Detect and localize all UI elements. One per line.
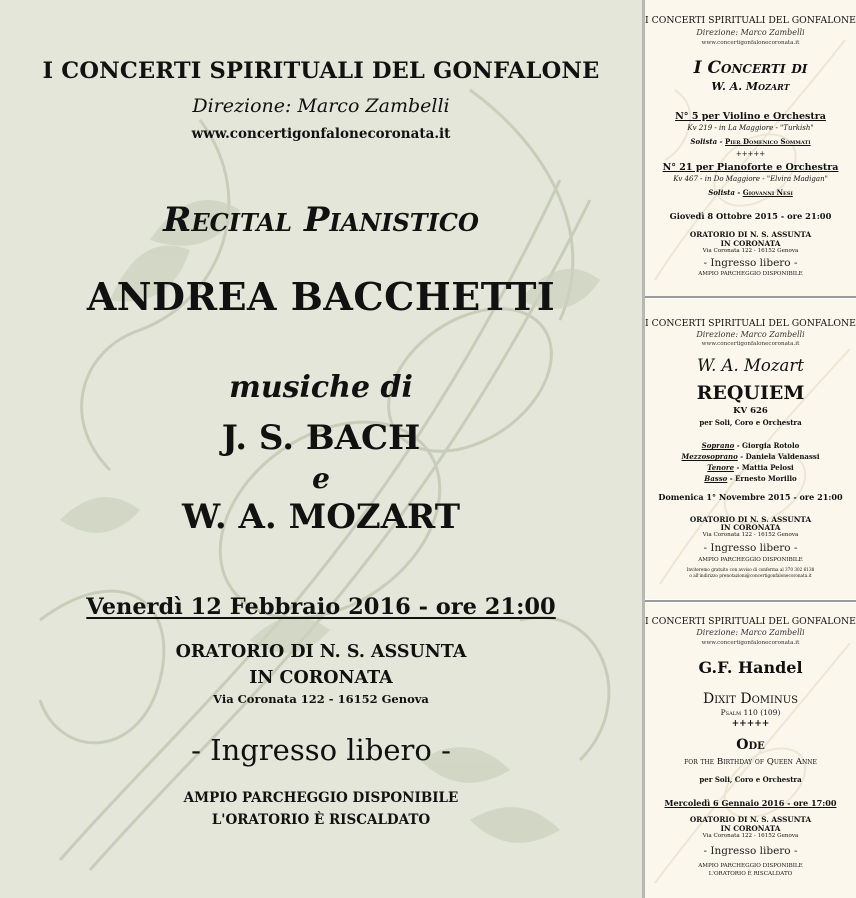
singer-name: - Ernesto Morillo [727, 474, 797, 483]
event-type: Recital Pianistico [163, 200, 479, 240]
voice-role: Basso [704, 474, 728, 483]
soloist-line [645, 137, 856, 146]
panel-website[interactable]: www.concertigonfalonecoronata.it [701, 341, 800, 347]
parking-info: AMPIO PARCHEGGIO DISPONIBILE [698, 863, 803, 869]
panel-website[interactable]: www.concertigonfalonecoronata.it [701, 640, 800, 646]
soloist-name: Giovanni Nesi [742, 188, 793, 197]
artist-name: ANDREA BACCHETTI [86, 274, 556, 319]
panel-composer: G.F. Handel [698, 658, 803, 677]
venue-name: ORATORIO DI N. S. ASSUNTA [689, 515, 812, 524]
scoring: per Soli, Coro e Orchestra [699, 418, 802, 427]
voice-role: Soprano [701, 441, 735, 450]
work-detail: Psalm 110 (109) [720, 708, 781, 717]
soloist-line [645, 463, 856, 472]
reservation-email[interactable]: o all'indirizzo prenotazioni@concertigonfalonecoronata.it [689, 573, 812, 578]
venue-address: Via Coronata 122 - 16152 Genova [702, 532, 799, 538]
music-by-label: musiche di [229, 370, 413, 405]
concert-panel-mozart-concertos[interactable] [645, 0, 856, 296]
venue-name: ORATORIO DI N. S. ASSUNTA [175, 642, 467, 662]
organization-title: I CONCERTI SPIRITUALI DEL GONFALONE [42, 58, 600, 84]
work-title: N° 21 per Pianoforte e Orchestra [662, 162, 839, 173]
direction-credit: Direzione: Marco Zambelli [192, 95, 450, 117]
work-title: Dixit Dominus [702, 691, 798, 707]
panel-title: REQUIEM [696, 382, 805, 404]
panel-title: I Concerti di [693, 58, 808, 78]
divider: +++++ [735, 150, 766, 158]
concert-panel-mozart-requiem[interactable] [645, 299, 856, 599]
panel-composer: W. A. Mozart [697, 356, 804, 375]
panel-direction: Direzione: Marco Zambelli [696, 330, 805, 339]
parking-info: AMPIO PARCHEGGIO DISPONIBILE [698, 271, 803, 277]
panel-direction: Direzione: Marco Zambelli [696, 628, 805, 637]
admission-info: - Ingresso libero - [703, 257, 798, 269]
scoring: per Soli, Coro e Orchestra [699, 775, 802, 784]
work-title: N° 5 per Violino e Orchestra [675, 111, 826, 122]
work-detail: Kv 219 - in La Maggiore - "Turkish" [687, 124, 814, 132]
venue-name-line2: IN CORONATA [249, 668, 393, 688]
composer-bach: J. S. BACH [221, 418, 421, 458]
event-datetime: Mercoledì 6 Gennaio 2016 - ore 17:00 [664, 798, 837, 808]
work-title: Ode [736, 737, 765, 753]
catalog-number: KV 626 [733, 406, 768, 416]
heating-info: L'ORATORIO È RISCALDATO [708, 871, 793, 877]
venue-name: ORATORIO DI N. S. ASSUNTA [689, 230, 812, 239]
composer-mozart: W. A. MOZART [181, 497, 461, 537]
soloist-label: Solista - [690, 137, 725, 146]
singer-name: - Mattia Pelosi [734, 463, 794, 472]
conjunction: e [312, 462, 330, 495]
venue-name-line2: IN CORONATA [720, 239, 781, 248]
website-link[interactable]: www.concertigonfalonecoronata.it [191, 126, 451, 142]
venue-address: Via Coronata 122 - 16152 Genova [213, 692, 429, 706]
panel-title-composer: W. A. Mozart [711, 80, 790, 93]
panel-separator [645, 600, 856, 602]
venue-name-line2: IN CORONATA [720, 523, 781, 532]
panel-direction: Direzione: Marco Zambelli [696, 28, 805, 37]
event-datetime: Venerdì 12 Febbraio 2016 - ore 21:00 [86, 594, 556, 620]
heating-info: L'ORATORIO È RISCALDATO [211, 812, 431, 828]
singer-name: - Daniela Valdenassi [737, 452, 820, 461]
concert-panel-handel[interactable] [645, 603, 856, 898]
venue-address: Via Coronata 122 - 16152 Genova [702, 248, 799, 254]
soloist-line [645, 188, 856, 197]
admission-info: - Ingresso libero - [191, 733, 451, 767]
divider: +++++ [731, 719, 770, 729]
soloist-label: Solista - [708, 188, 743, 197]
soloist-name: Pier Domenico Sommati [724, 137, 811, 146]
panel-organization: I CONCERTI SPIRITUALI DEL GONFALONE [645, 15, 856, 26]
soloist-line [645, 474, 856, 483]
soloist-line [645, 452, 856, 461]
soloist-line [645, 441, 856, 450]
work-detail: for the Birthday of Queen Anne [684, 757, 817, 767]
admission-info: - Ingresso libero - [703, 542, 798, 554]
admission-info: - Ingresso libero - [703, 845, 798, 857]
venue-address: Via Coronata 122 - 16152 Genova [702, 833, 799, 839]
work-detail: Kv 467 - in Do Maggiore - "Elvira Madigan" [673, 175, 828, 183]
event-datetime: Domenica 1° Novembre 2015 - ore 21:00 [658, 492, 843, 502]
panel-organization: I CONCERTI SPIRITUALI DEL GONFALONE [645, 318, 856, 329]
event-datetime: Giovedì 8 Ottobre 2015 - ore 21:00 [669, 211, 832, 221]
parking-info: AMPIO PARCHEGGIO DISPONIBILE [183, 790, 459, 806]
panel-separator [645, 296, 856, 298]
voice-role: Mezzosoprano [681, 452, 738, 461]
singer-name: - Giorgia Rotolo [734, 441, 800, 450]
panel-website[interactable]: www.concertigonfalonecoronata.it [701, 40, 800, 46]
panel-organization: I CONCERTI SPIRITUALI DEL GONFALONE [645, 616, 856, 627]
parking-info: AMPIO PARCHEGGIO DISPONIBILE [698, 557, 803, 563]
venue-name-line2: IN CORONATA [720, 824, 781, 833]
voice-role: Tenore [707, 463, 735, 472]
venue-name: ORATORIO DI N. S. ASSUNTA [689, 815, 812, 824]
reservation-note: Inviteremo gratuito con avviso di conferma al 370 302 6138 [686, 567, 815, 572]
